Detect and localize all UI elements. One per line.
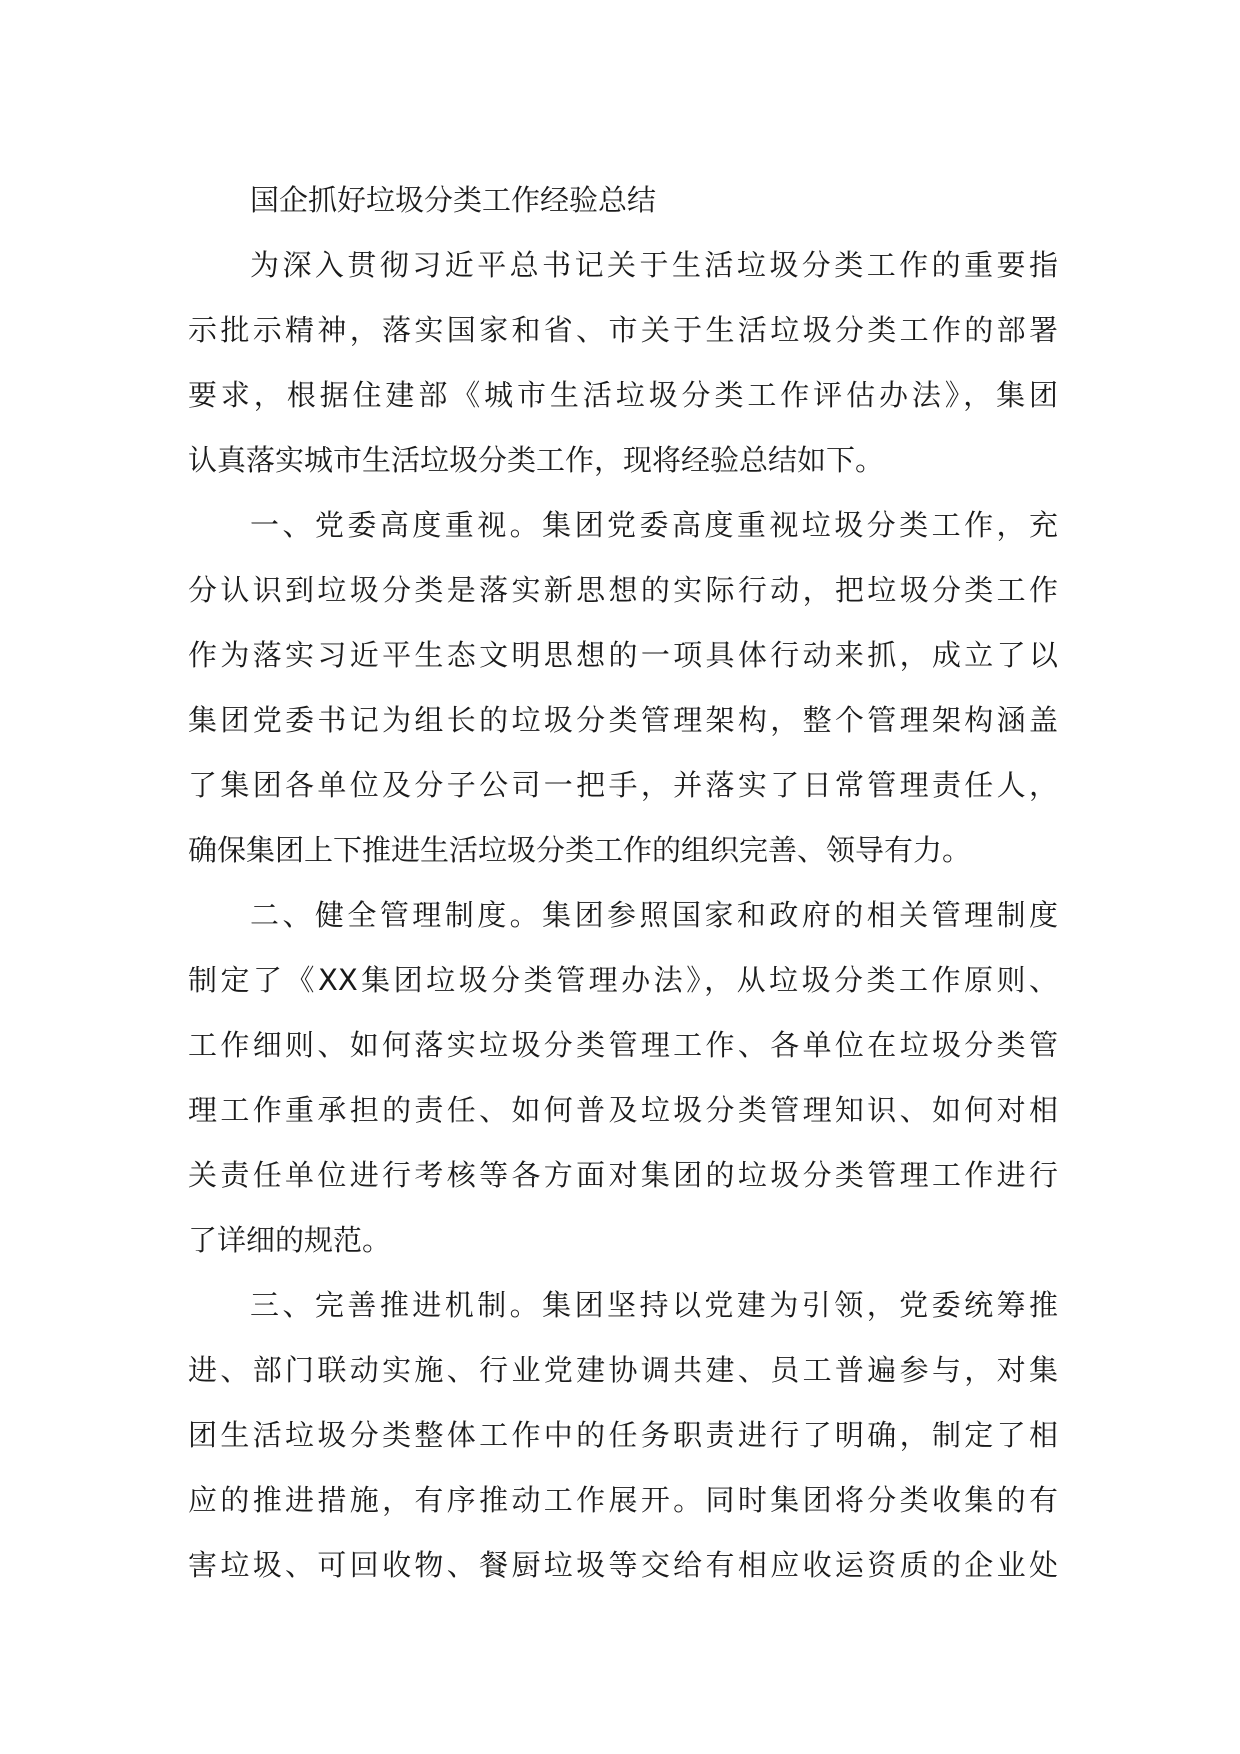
text-line: 害垃圾、可回收物、餐厨垃圾等交给有相应收运资质的企业处: [188, 1548, 1058, 1582]
text-line: 确保集团上下推进生活垃圾分类工作的组织完善、领导有力。: [188, 833, 972, 867]
document-title: 国企抓好垃圾分类工作经验总结: [250, 183, 657, 217]
text-line: 理工作重承担的责任、如何普及垃圾分类管理知识、如何对相: [188, 1093, 1058, 1127]
text-line: 认真落实城市生活垃圾分类工作，现将经验总结如下。: [188, 443, 885, 477]
text-line: 进、部门联动实施、行业党建协调共建、员工普遍参与，对集: [188, 1353, 1058, 1387]
text-line: 集团党委书记为组长的垃圾分类管理架构，整个管理架构涵盖: [188, 703, 1058, 737]
paragraph-section-3: [188, 1273, 1058, 1598]
text-line: 示批示精神，落实国家和省、市关于生活垃圾分类工作的部署: [188, 313, 1058, 347]
text-line: 二、健全管理制度。集团参照国家和政府的相关管理制度: [250, 898, 1058, 932]
paragraph-intro: [188, 233, 1058, 493]
text-line: 一、党委高度重视。集团党委高度重视垃圾分类工作，充: [250, 508, 1058, 542]
text-line: 制定了《XX集团垃圾分类管理办法》，从垃圾分类工作原则、: [188, 963, 1058, 997]
text-line: 分认识到垃圾分类是落实新思想的实际行动，把垃圾分类工作: [188, 573, 1058, 607]
text-line: 了集团各单位及分子公司一把手，并落实了日常管理责任人，: [188, 768, 1058, 802]
text-line: 应的推进措施，有序推动工作展开。同时集团将分类收集的有: [188, 1483, 1058, 1517]
text-line: 为深入贯彻习近平总书记关于生活垃圾分类工作的重要指: [250, 248, 1058, 282]
text-line: 了详细的规范。: [188, 1223, 392, 1257]
text-line: 团生活垃圾分类整体工作中的任务职责进行了明确，制定了相: [188, 1418, 1058, 1452]
paragraph-section-2: [188, 883, 1058, 1273]
text-line: 三、完善推进机制。集团坚持以党建为引领，党委统筹推: [250, 1288, 1058, 1322]
document-body: [188, 168, 1058, 1598]
text-line: 工作细则、如何落实垃圾分类管理工作、各单位在垃圾分类管: [188, 1028, 1058, 1062]
text-line: 关责任单位进行考核等各方面对集团的垃圾分类管理工作进行: [188, 1158, 1058, 1192]
paragraph-section-1: [188, 493, 1058, 883]
text-line: 作为落实习近平生态文明思想的一项具体行动来抓，成立了以: [188, 638, 1058, 672]
text-line: 要求，根据住建部《城市生活垃圾分类工作评估办法》，集团: [188, 378, 1058, 412]
